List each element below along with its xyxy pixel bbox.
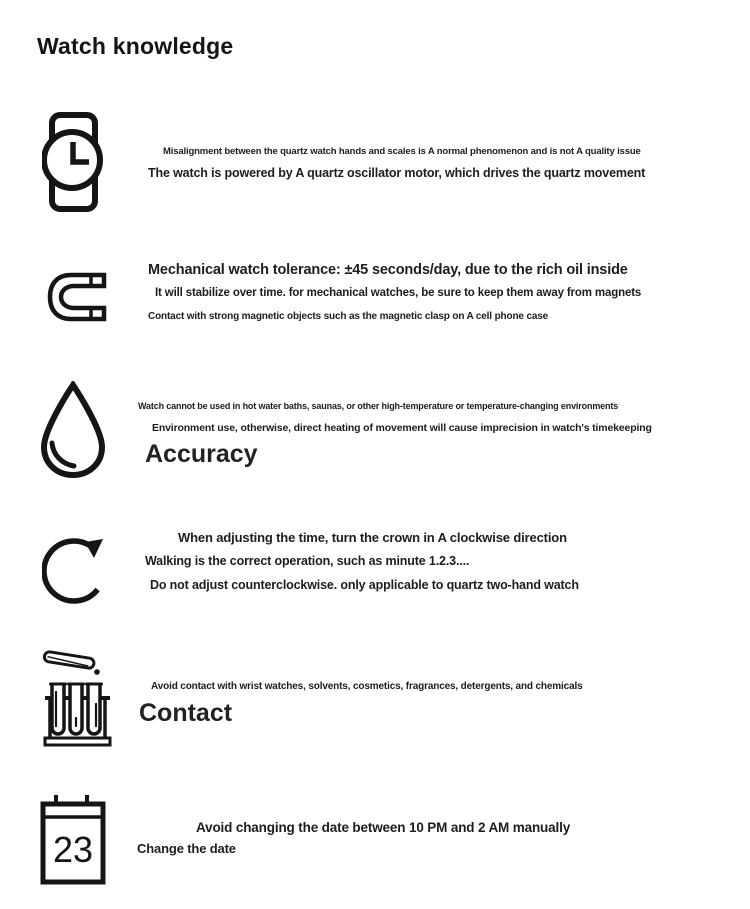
page-title: Watch knowledge — [37, 33, 234, 59]
section-line: Misalignment between the quartz watch hands and scales is A normal phenomenon and is not A quality issue — [163, 146, 641, 157]
section-heading: Accuracy — [145, 440, 258, 468]
section-line: Walking is the correct operation, such as minute 1.2.3.... — [145, 554, 470, 568]
section-line: Mechanical watch tolerance: ±45 seconds/day, due to the rich oil inside — [148, 262, 628, 278]
section-line: Environment use, otherwise, direct heating of movement will cause imprecision in watch's timekeeping — [152, 422, 652, 434]
section-line: Change the date — [137, 841, 236, 856]
wristwatch-icon — [42, 112, 106, 212]
calendar-icon — [40, 793, 106, 885]
calendar-day-number: 23 — [52, 829, 94, 870]
clockwise-arrow-icon — [42, 530, 108, 608]
section-line: It will stabilize over time. for mechanical watches, be sure to keep them away from magnets — [155, 287, 642, 299]
section-line: The watch is powered by A quartz oscillator motor, which drives the quartz movement — [148, 166, 646, 180]
water-drop-icon — [37, 381, 109, 479]
section-line: Do not adjust counterclockwise. only applicable to quartz two-hand watch — [150, 578, 579, 592]
section-heading: Contact — [139, 699, 233, 727]
section-line: Watch cannot be used in hot water baths, saunas, or other high-temperature or temperature-changing environments — [138, 401, 619, 411]
test-tubes-icon — [37, 646, 115, 748]
magnet-icon — [47, 272, 107, 322]
section-line: Contact with strong magnetic objects such as the magnetic clasp on A cell phone case — [148, 311, 549, 322]
section-line: Avoid changing the date between 10 PM and 2 AM manually — [196, 820, 571, 835]
section-line: When adjusting the time, turn the crown in A clockwise direction — [178, 530, 567, 545]
section-line: Avoid contact with wrist watches, solvents, cosmetics, fragrances, detergents, and chemicals — [151, 681, 583, 692]
